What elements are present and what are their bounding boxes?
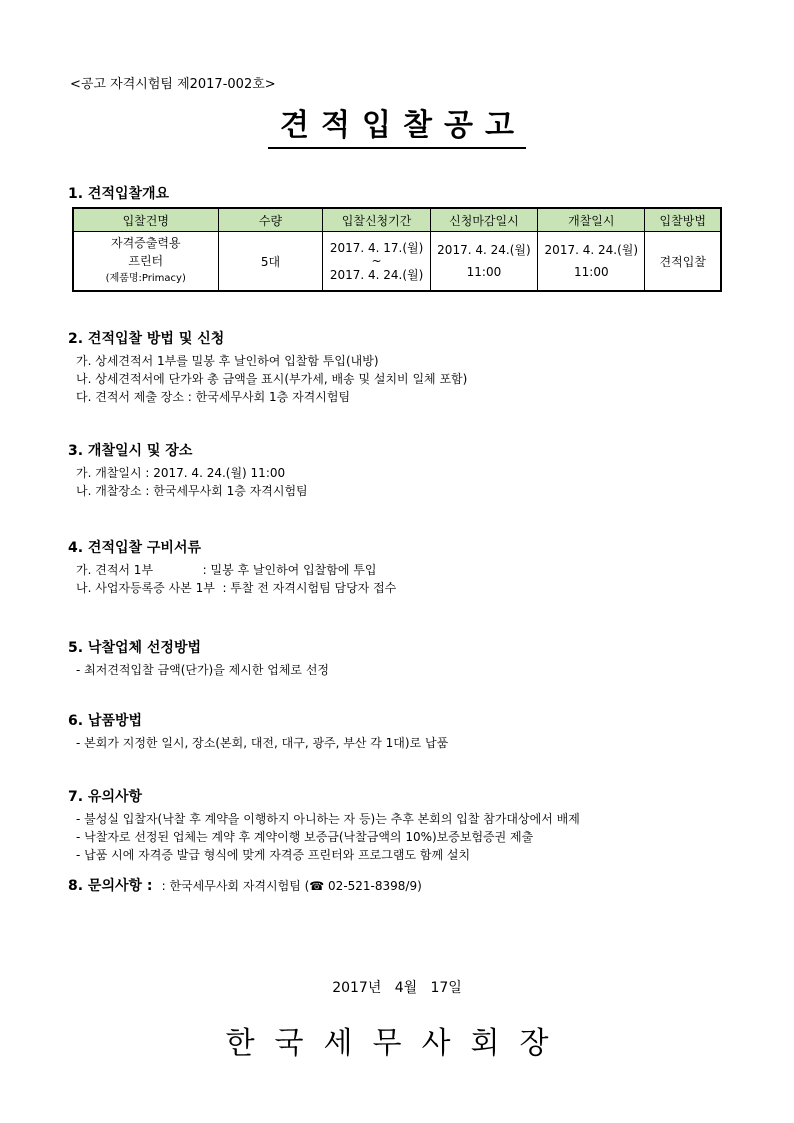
section-selection bbox=[68, 637, 734, 679]
item-line: 자격증출력용 bbox=[110, 236, 181, 250]
period-end: 2017. 4. 24.(월) bbox=[329, 268, 424, 282]
list-item: 나. 개찰장소 : 한국세무사회 1층 자격시험팀 bbox=[76, 484, 308, 498]
period-separator: ~ bbox=[371, 254, 382, 268]
list-item: - 낙찰자로 선정된 업체는 계약 후 계약이행 보증금(낙찰금액의 10%)보증보험증권 제출 bbox=[76, 830, 534, 844]
page-title: 견적입찰공고 bbox=[268, 100, 526, 149]
section-title: 6. 납품방법 bbox=[68, 713, 143, 729]
opening-time: 11:00 bbox=[574, 265, 609, 279]
table-header: 수량 bbox=[218, 208, 323, 232]
section-title: 2. 견적입찰 방법 및 신청 bbox=[68, 331, 225, 347]
table-header: 입찰방법 bbox=[645, 208, 721, 232]
deadline-time: 11:00 bbox=[466, 265, 502, 279]
opening-date: 2017. 4. 24.(월) bbox=[544, 243, 639, 257]
list-item: 가. 개찰일시 : 2017. 4. 24.(월) 11:00 bbox=[76, 466, 286, 480]
inquiry-contact: : 한국세무사회 자격시험팀 (☎ 02-521-8398/9) bbox=[161, 879, 422, 893]
issuer-name: 한국세무사회장 bbox=[225, 1026, 569, 1061]
cell-opening bbox=[538, 232, 645, 292]
section-title: 7. 유의사항 bbox=[68, 789, 143, 805]
list-item: 나. 상세견적서에 단가와 총 금액을 표시(부가세, 배송 및 설치비 일체 포함) bbox=[76, 372, 468, 386]
list-item: - 본회가 지정한 일시, 장소(본회, 대전, 대구, 광주, 부산 각 1대)로 납품 bbox=[76, 736, 449, 750]
section-overview bbox=[68, 183, 734, 292]
deadline-date: 2017. 4. 24.(월) bbox=[437, 243, 531, 257]
section-method bbox=[68, 328, 734, 406]
section-title: 4. 견적입찰 구비서류 bbox=[68, 540, 201, 556]
section-title: 8. 문의사항 : bbox=[68, 878, 153, 894]
section-title: 1. 견적입찰개요 bbox=[68, 186, 170, 202]
list-item: 다. 견적서 제출 장소 : 한국세무사회 1층 자격시험팀 bbox=[76, 390, 351, 404]
notice-number: <공고 자격시험팀 제2017-002호> bbox=[70, 77, 276, 92]
section-opening bbox=[68, 440, 734, 500]
cell-deadline bbox=[430, 232, 537, 292]
table-header-row bbox=[73, 208, 721, 232]
table-header: 개찰일시 bbox=[538, 208, 645, 232]
period-start: 2017. 4. 17.(월) bbox=[329, 241, 424, 255]
section-title: 5. 낙찰업체 선정방법 bbox=[68, 640, 201, 656]
page-title-wrap bbox=[0, 100, 794, 149]
list-item: 나. 사업자등록증 사본 1부 : 투찰 전 자격시험팀 담당자 접수 bbox=[76, 581, 397, 595]
list-item: 가. 견적서 1부 : 밀봉 후 날인하여 입찰함에 투입 bbox=[76, 563, 377, 577]
list-item: - 불성실 입찰자(낙찰 후 계약을 이행하지 아니하는 자 등)는 추후 본회의 입찰 참가대상에서 배제 bbox=[76, 812, 580, 826]
section-delivery bbox=[68, 710, 734, 752]
cell-method: 견적입찰 bbox=[645, 232, 721, 292]
item-product-name: (제품명:Primacy) bbox=[105, 273, 186, 284]
notice-date: 2017년 4월 17일 bbox=[332, 980, 462, 996]
list-item: 가. 상세견적서 1부를 밀봉 후 날인하여 입찰함 투입(내방) bbox=[76, 354, 379, 368]
section-notes bbox=[68, 786, 734, 864]
cell-quantity: 5대 bbox=[218, 232, 323, 292]
list-item: - 납품 시에 자격증 발급 형식에 맞게 자격증 프린터와 프로그램도 함께 설치 bbox=[76, 848, 471, 862]
section-documents bbox=[68, 537, 734, 597]
overview-table bbox=[72, 207, 722, 292]
list-item: - 최저견적입찰 금액(단가)을 제시한 업체로 선정 bbox=[76, 663, 330, 677]
table-header: 신청마감일시 bbox=[430, 208, 537, 232]
item-line: 프린터 bbox=[128, 254, 164, 268]
table-row bbox=[73, 232, 721, 292]
section-inquiry bbox=[68, 875, 734, 895]
cell-period bbox=[323, 232, 430, 292]
table-header: 입찰신청기간 bbox=[323, 208, 430, 232]
section-title: 3. 개찰일시 및 장소 bbox=[68, 443, 193, 459]
table-header: 입찰건명 bbox=[73, 208, 218, 232]
cell-item bbox=[73, 232, 218, 292]
